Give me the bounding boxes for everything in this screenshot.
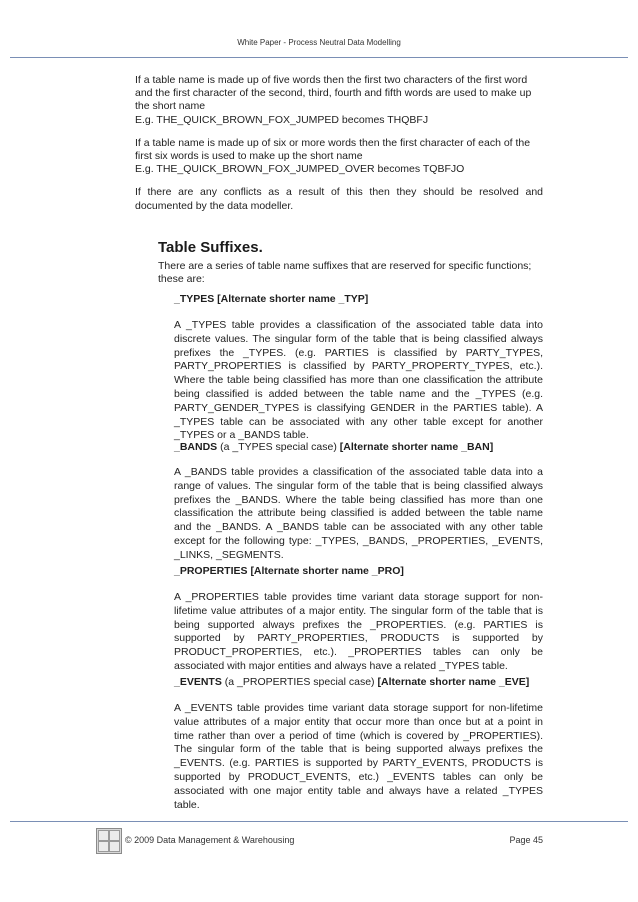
paragraph-five-words: If a table name is made up of five words then the first two characters of the first word and the first character of the second, third, fourth and fifth words are used to make up the short name (135, 74, 532, 113)
logo-cell (98, 830, 109, 841)
events-heading-alt: [Alternate shorter name _EVE] (377, 676, 530, 688)
bands-text: A _BANDS table provides a classification of the associated table data into a range of values. The singular form of the table that is being classified always prefixes the _BANDS. Where the table being classified has more than one classification the attribute being classified is added between the table name and the _BANDS. A _BANDS table can be associated with any other table except for the following type: _TYPES, _BANDS, _PROPERTIES, _EVENTS, _LINKS, _SEGMENTS. (174, 466, 543, 561)
bands-heading (174, 441, 543, 455)
paragraph-six-words: If a table name is made up of six or more words then the first character of each of the first six words is used to make up the short name (135, 136, 531, 163)
bands-heading-suffix: _BANDS (174, 441, 218, 453)
types-heading: _TYPES [Alternate shorter name _TYP] (174, 293, 369, 305)
footer-copyright: © 2009 Data Management & Warehousing (125, 835, 295, 845)
logo-cell (98, 841, 109, 852)
header-rule (10, 57, 628, 58)
bands-heading-alt: [Alternate shorter name _BAN] (339, 441, 494, 453)
company-logo (96, 828, 122, 854)
example-five-words: E.g. THE_QUICK_BROWN_FOX_JUMPED becomes THQBFJ (135, 113, 429, 126)
bands-heading-note: (a _TYPES special case) (217, 441, 340, 453)
running-header: White Paper - Process Neutral Data Modelling (237, 38, 401, 47)
example-six-words: E.g. THE_QUICK_BROWN_FOX_JUMPED_OVER becomes TQBFJO (135, 163, 465, 176)
section-title: Table Suffixes. (158, 239, 263, 256)
events-heading-note: (a _PROPERTIES special case) (221, 676, 378, 688)
events-heading-suffix: _EVENTS (174, 676, 222, 688)
paragraph-conflicts: If there are any conflicts as a result of this then they should be resolved and documented by the data modeller. (135, 186, 543, 212)
types-text: A _TYPES table provides a classification of the associated table data into discrete values. The singular form of the table that is being classified always prefixes the _TYPES. (e.g. PARTIES is classified by PARTY_TYPES, PARTY_PROPERTIES is classified by PARTY_PROPERTY_TYPES, etc.). Where the table being classified has more than one classification the attribute being classified is added between the table name and the _TYPES (e.g. PARTY_GENDER_TYPES is classifying GENDER in the PARTIES table). A _TYPES table can be associated with any other table except for another _TYPES or a _BANDS table. (174, 319, 543, 442)
events-heading (174, 676, 543, 690)
body-text (135, 74, 543, 213)
events-text: A _EVENTS table provides time variant data storage support for non-lifetime value attributes of a major entity that occur more than once but at a point in time rather than over a period of time (which is covered by _PROPERTIES). The singular form of the table that is being supported always prefixes the _EVENTS. (e.g. PARTIES is supported by PARTY_EVENTS, PRODUCTS is supported by PRODUCT_EVENTS, etc.) _EVENTS tables can only be associated with one major entity table and always have a related _TYPES table. (174, 702, 543, 811)
properties-heading: _PROPERTIES [Alternate shorter name _PRO] (174, 565, 404, 577)
logo-cell (109, 830, 120, 841)
logo-cell (109, 841, 120, 852)
section-intro: There are a series of table name suffixes that are reserved for specific functions; these are: (158, 260, 532, 286)
footer-rule (10, 821, 628, 822)
footer-page-number: Page 45 (509, 835, 543, 845)
properties-text: A _PROPERTIES table provides time variant data storage support for non-lifetime value attributes of a major entity. The singular form of the table that is being supported always prefixes the _PROPERTIES. (e.g. PARTIES is supported by PARTY_PROPERTIES, PRODUCTS is supported by PRODUCT_PROPERTIES, etc.). _PROPERTIES tables can only be associated with major entities and always have a related _TYPES table. (174, 591, 543, 672)
